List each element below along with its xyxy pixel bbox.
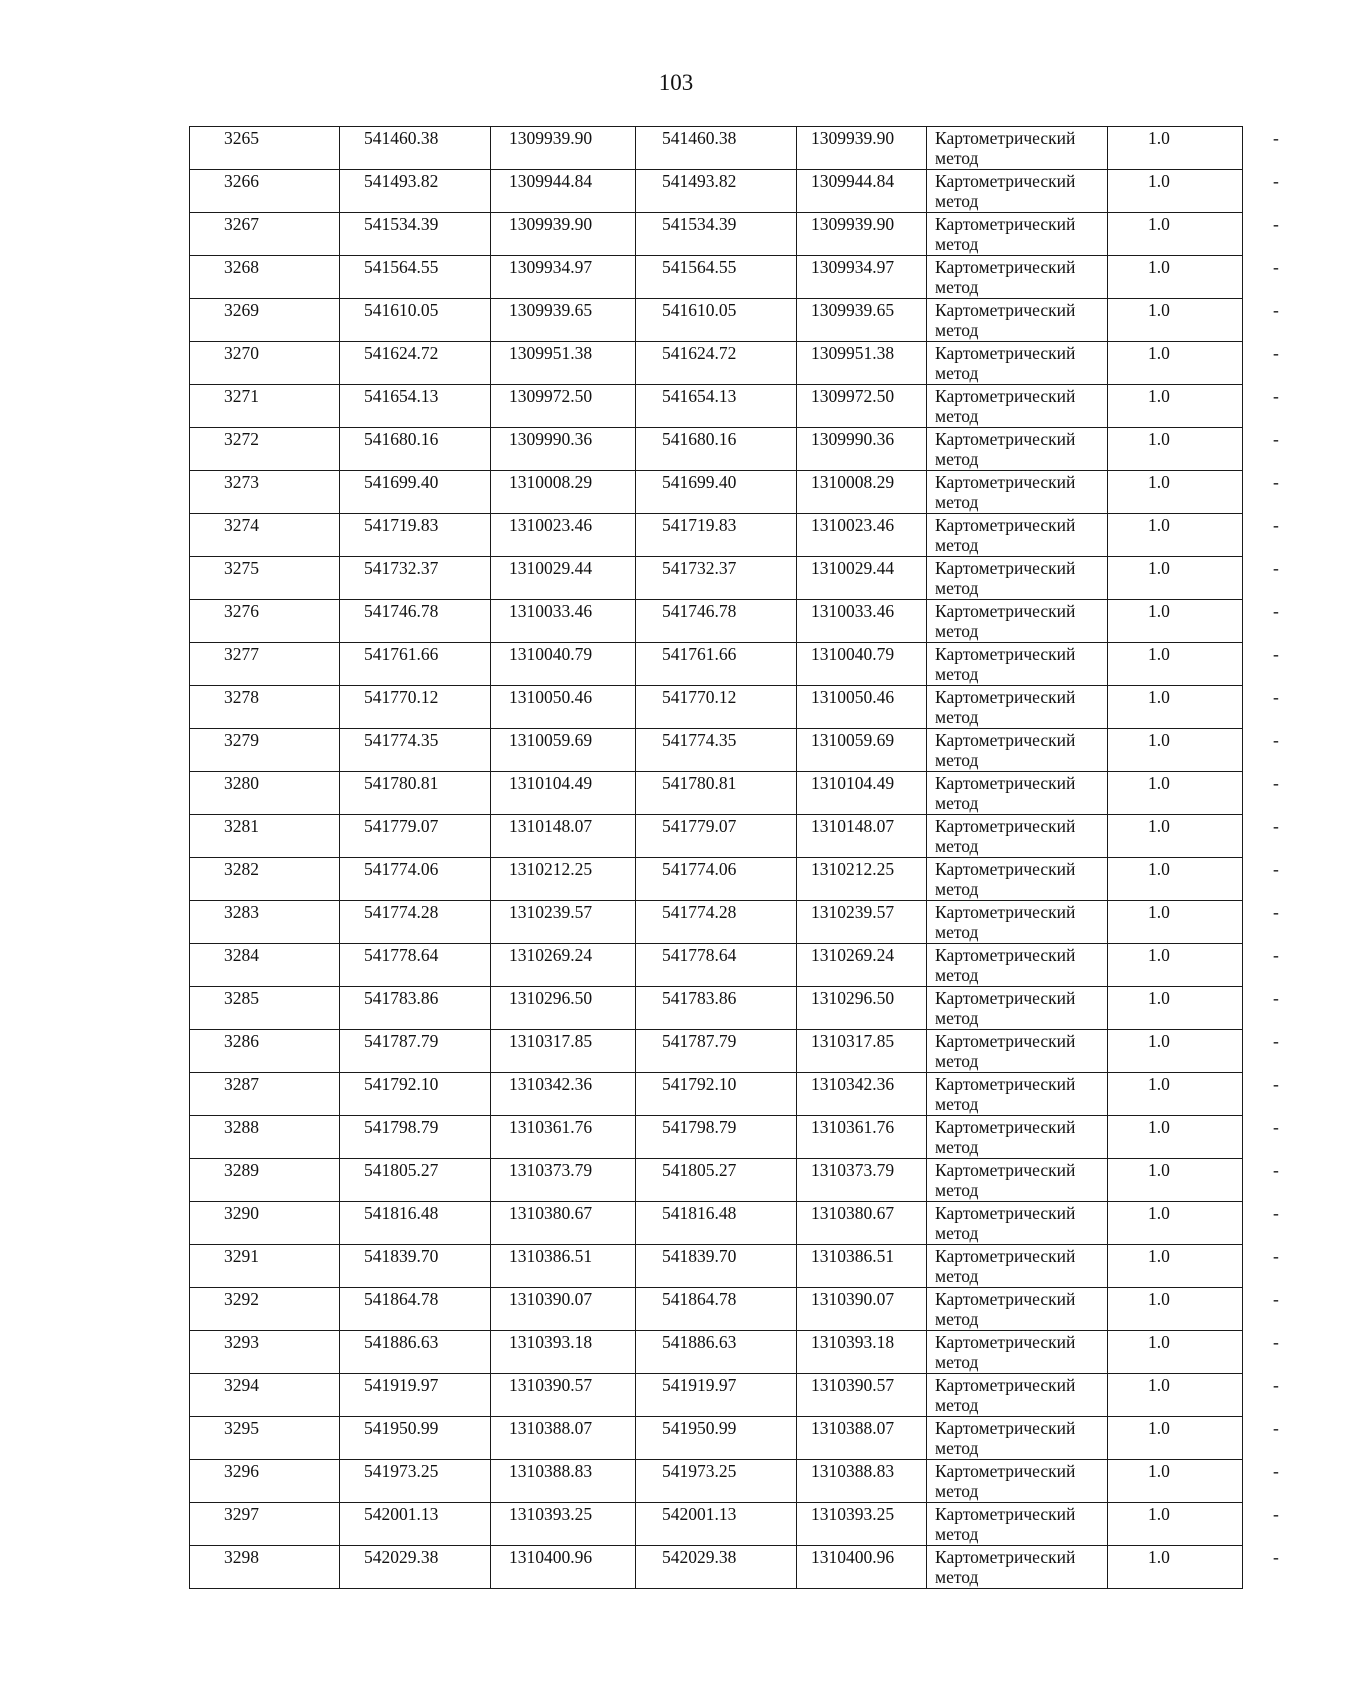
point-number-cell: 3283 [190,901,340,944]
accuracy-cell: 1.0 [1108,428,1243,471]
x-coordinate-new-cell: 541774.35 [636,729,797,772]
y-coordinate-new-cell: 1310212.25 [797,858,927,901]
method-cell: Картометрический метод [927,428,1108,471]
table-row: 3297 542001.13 1310393.25 542001.13 1310393.25 Картометрический метод 1.0 - [190,1503,1243,1546]
method-cell: Картометрический метод [927,557,1108,600]
x-coordinate-cell: 541787.79 [340,1030,491,1073]
y-coordinate-cell: 1309972.50 [491,385,636,428]
point-number-cell: 3284 [190,944,340,987]
page-number: 103 [658,70,694,95]
method-cell: Картометрический метод [927,256,1108,299]
method-cell: Картометрический метод [927,901,1108,944]
accuracy-cell: 1.0 [1108,342,1243,385]
method-cell: Картометрический метод [927,170,1108,213]
x-coordinate-cell: 541839.70 [340,1245,491,1288]
method-cell: Картометрический метод [927,1503,1108,1546]
x-coordinate-cell: 541864.78 [340,1288,491,1331]
y-coordinate-cell: 1310373.79 [491,1159,636,1202]
accuracy-cell: 1.0 [1108,213,1243,256]
accuracy-cell: 1.0 [1108,1202,1243,1245]
point-number-cell: 3296 [190,1460,340,1503]
accuracy-cell: 1.0 [1108,600,1243,643]
method-cell: Картометрический метод [927,643,1108,686]
method-cell: Картометрический метод [927,514,1108,557]
accuracy-cell: 1.0 [1108,686,1243,729]
accuracy-cell: 1.0 [1108,299,1243,342]
accuracy-cell: 1.0 [1108,1460,1243,1503]
table-row: 3282 541774.06 1310212.25 541774.06 1310212.25 Картометрический метод 1.0 - [190,858,1243,901]
y-coordinate-cell: 1309951.38 [491,342,636,385]
method-cell: Картометрический метод [927,1288,1108,1331]
method-cell: Картометрический метод [927,1374,1108,1417]
y-coordinate-new-cell: 1310361.76 [797,1116,927,1159]
x-coordinate-cell: 541783.86 [340,987,491,1030]
table-row: 3281 541779.07 1310148.07 541779.07 1310148.07 Картометрический метод 1.0 - [190,815,1243,858]
point-number-cell: 3272 [190,428,340,471]
y-coordinate-cell: 1310023.46 [491,514,636,557]
y-coordinate-new-cell: 1309939.90 [797,213,927,256]
table-row: 3292 541864.78 1310390.07 541864.78 1310390.07 Картометрический метод 1.0 - [190,1288,1243,1331]
y-coordinate-new-cell: 1310380.67 [797,1202,927,1245]
point-number-cell: 3285 [190,987,340,1030]
point-number-cell: 3295 [190,1417,340,1460]
accuracy-cell: 1.0 [1108,643,1243,686]
accuracy-cell: 1.0 [1108,815,1243,858]
x-coordinate-cell: 541780.81 [340,772,491,815]
point-number-cell: 3267 [190,213,340,256]
y-coordinate-cell: 1309990.36 [491,428,636,471]
x-coordinate-cell: 541493.82 [340,170,491,213]
point-number-cell: 3271 [190,385,340,428]
x-coordinate-cell: 541564.55 [340,256,491,299]
x-coordinate-new-cell: 541719.83 [636,514,797,557]
y-coordinate-cell: 1310148.07 [491,815,636,858]
point-number-cell: 3281 [190,815,340,858]
method-cell: Картометрический метод [927,213,1108,256]
y-coordinate-new-cell: 1310008.29 [797,471,927,514]
y-coordinate-new-cell: 1309951.38 [797,342,927,385]
accuracy-cell: 1.0 [1108,901,1243,944]
x-coordinate-new-cell: 541774.28 [636,901,797,944]
table-row: 3277 541761.66 1310040.79 541761.66 1310040.79 Картометрический метод 1.0 - [190,643,1243,686]
accuracy-cell: 1.0 [1108,1159,1243,1202]
x-coordinate-cell: 541816.48 [340,1202,491,1245]
table-row: 3295 541950.99 1310388.07 541950.99 1310388.07 Картометрический метод 1.0 - [190,1417,1243,1460]
point-number-cell: 3276 [190,600,340,643]
table-row: 3291 541839.70 1310386.51 541839.70 1310386.51 Картометрический метод 1.0 - [190,1245,1243,1288]
method-cell: Картометрический метод [927,1245,1108,1288]
point-number-cell: 3268 [190,256,340,299]
table-row: 3265 541460.38 1309939.90 541460.38 1309939.90 Картометрический метод 1.0 - [190,127,1243,170]
table-row: 3269 541610.05 1309939.65 541610.05 1309939.65 Картометрический метод 1.0 - [190,299,1243,342]
table-row: 3275 541732.37 1310029.44 541732.37 1310029.44 Картометрический метод 1.0 - [190,557,1243,600]
y-coordinate-new-cell: 1310050.46 [797,686,927,729]
x-coordinate-new-cell: 541699.40 [636,471,797,514]
table-row: 3293 541886.63 1310393.18 541886.63 1310393.18 Картометрический метод 1.0 - [190,1331,1243,1374]
x-coordinate-new-cell: 541732.37 [636,557,797,600]
accuracy-cell: 1.0 [1108,1503,1243,1546]
table-row: 3266 541493.82 1309944.84 541493.82 1309944.84 Картометрический метод 1.0 - [190,170,1243,213]
method-cell: Картометрический метод [927,1546,1108,1589]
method-cell: Картометрический метод [927,1460,1108,1503]
table-row: 3279 541774.35 1310059.69 541774.35 1310059.69 Картометрический метод 1.0 - [190,729,1243,772]
y-coordinate-cell: 1310212.25 [491,858,636,901]
table-row: 3283 541774.28 1310239.57 541774.28 1310239.57 Картометрический метод 1.0 - [190,901,1243,944]
x-coordinate-cell: 541792.10 [340,1073,491,1116]
y-coordinate-new-cell: 1310059.69 [797,729,927,772]
x-coordinate-cell: 541919.97 [340,1374,491,1417]
y-coordinate-new-cell: 1310373.79 [797,1159,927,1202]
table-row: 3286 541787.79 1310317.85 541787.79 1310317.85 Картометрический метод 1.0 - [190,1030,1243,1073]
x-coordinate-cell: 541746.78 [340,600,491,643]
table-row: 3294 541919.97 1310390.57 541919.97 1310390.57 Картометрический метод 1.0 - [190,1374,1243,1417]
table-row: 3267 541534.39 1309939.90 541534.39 1309939.90 Картометрический метод 1.0 - [190,213,1243,256]
x-coordinate-cell: 541774.28 [340,901,491,944]
x-coordinate-cell: 542001.13 [340,1503,491,1546]
table-row: 3271 541654.13 1309972.50 541654.13 1309972.50 Картометрический метод 1.0 - [190,385,1243,428]
y-coordinate-cell: 1310393.25 [491,1503,636,1546]
table-row: 3289 541805.27 1310373.79 541805.27 1310373.79 Картометрический метод 1.0 - [190,1159,1243,1202]
y-coordinate-new-cell: 1310040.79 [797,643,927,686]
x-coordinate-cell: 541534.39 [340,213,491,256]
table-row: 3284 541778.64 1310269.24 541778.64 1310269.24 Картометрический метод 1.0 - [190,944,1243,987]
x-coordinate-new-cell: 541680.16 [636,428,797,471]
x-coordinate-new-cell: 541816.48 [636,1202,797,1245]
x-coordinate-new-cell: 541783.86 [636,987,797,1030]
y-coordinate-new-cell: 1310023.46 [797,514,927,557]
table-body [190,127,1279,1589]
x-coordinate-cell: 541610.05 [340,299,491,342]
x-coordinate-new-cell: 542029.38 [636,1546,797,1589]
table-row: 3290 541816.48 1310380.67 541816.48 1310380.67 Картометрический метод 1.0 - [190,1202,1243,1245]
table-row: 3288 541798.79 1310361.76 541798.79 1310361.76 Картометрический метод 1.0 - [190,1116,1243,1159]
point-number-cell: 3273 [190,471,340,514]
y-coordinate-new-cell: 1310148.07 [797,815,927,858]
x-coordinate-new-cell: 541746.78 [636,600,797,643]
coordinates-table [189,126,1279,1589]
y-coordinate-new-cell: 1310390.57 [797,1374,927,1417]
table-row: 3287 541792.10 1310342.36 541792.10 1310342.36 Картометрический метод 1.0 - [190,1073,1243,1116]
point-number-cell: 3289 [190,1159,340,1202]
y-coordinate-cell: 1309939.90 [491,213,636,256]
y-coordinate-cell: 1310393.18 [491,1331,636,1374]
y-coordinate-cell: 1310388.07 [491,1417,636,1460]
method-cell: Картометрический метод [927,1116,1108,1159]
x-coordinate-cell: 541719.83 [340,514,491,557]
x-coordinate-cell: 541779.07 [340,815,491,858]
table-row: 3285 541783.86 1310296.50 541783.86 1310296.50 Картометрический метод 1.0 - [190,987,1243,1030]
x-coordinate-cell: 541732.37 [340,557,491,600]
table-row: 3272 541680.16 1309990.36 541680.16 1309990.36 Картометрический метод 1.0 - [190,428,1243,471]
point-number-cell: 3266 [190,170,340,213]
x-coordinate-new-cell: 541778.64 [636,944,797,987]
x-coordinate-new-cell: 541564.55 [636,256,797,299]
accuracy-cell: 1.0 [1108,256,1243,299]
y-coordinate-cell: 1310386.51 [491,1245,636,1288]
y-coordinate-new-cell: 1310393.25 [797,1503,927,1546]
x-coordinate-cell: 541774.35 [340,729,491,772]
accuracy-cell: 1.0 [1108,1030,1243,1073]
x-coordinate-new-cell: 541839.70 [636,1245,797,1288]
y-coordinate-cell: 1310104.49 [491,772,636,815]
y-coordinate-cell: 1310050.46 [491,686,636,729]
y-coordinate-cell: 1310380.67 [491,1202,636,1245]
y-coordinate-new-cell: 1310393.18 [797,1331,927,1374]
y-coordinate-cell: 1310400.96 [491,1546,636,1589]
x-coordinate-new-cell: 541610.05 [636,299,797,342]
method-cell: Картометрический метод [927,1202,1108,1245]
x-coordinate-cell: 541973.25 [340,1460,491,1503]
accuracy-cell: 1.0 [1108,1331,1243,1374]
table-row: 3296 541973.25 1310388.83 541973.25 1310388.83 Картометрический метод 1.0 - [190,1460,1243,1503]
y-coordinate-cell: 1310390.07 [491,1288,636,1331]
accuracy-cell: 1.0 [1108,987,1243,1030]
y-coordinate-new-cell: 1310388.07 [797,1417,927,1460]
accuracy-cell: 1.0 [1108,729,1243,772]
x-coordinate-new-cell: 541624.72 [636,342,797,385]
x-coordinate-new-cell: 541460.38 [636,127,797,170]
y-coordinate-cell: 1310342.36 [491,1073,636,1116]
point-number-cell: 3287 [190,1073,340,1116]
point-number-cell: 3270 [190,342,340,385]
accuracy-cell: 1.0 [1108,772,1243,815]
x-coordinate-cell: 541654.13 [340,385,491,428]
y-coordinate-cell: 1310361.76 [491,1116,636,1159]
x-coordinate-new-cell: 541787.79 [636,1030,797,1073]
method-cell: Картометрический метод [927,127,1108,170]
y-coordinate-new-cell: 1310342.36 [797,1073,927,1116]
method-cell: Картометрический метод [927,1331,1108,1374]
point-number-cell: 3269 [190,299,340,342]
table-row: 3298 542029.38 1310400.96 542029.38 1310400.96 Картометрический метод 1.0 - [190,1546,1243,1589]
y-coordinate-new-cell: 1310386.51 [797,1245,927,1288]
y-coordinate-cell: 1309939.65 [491,299,636,342]
point-number-cell: 3292 [190,1288,340,1331]
method-cell: Картометрический метод [927,471,1108,514]
y-coordinate-new-cell: 1309972.50 [797,385,927,428]
method-cell: Картометрический метод [927,686,1108,729]
y-coordinate-new-cell: 1310317.85 [797,1030,927,1073]
accuracy-cell: 1.0 [1108,471,1243,514]
point-number-cell: 3275 [190,557,340,600]
y-coordinate-cell: 1310269.24 [491,944,636,987]
x-coordinate-cell: 541699.40 [340,471,491,514]
accuracy-cell: 1.0 [1108,1116,1243,1159]
y-coordinate-new-cell: 1310390.07 [797,1288,927,1331]
x-coordinate-new-cell: 541493.82 [636,170,797,213]
point-number-cell: 3278 [190,686,340,729]
point-number-cell: 3291 [190,1245,340,1288]
y-coordinate-cell: 1310239.57 [491,901,636,944]
point-number-cell: 3265 [190,127,340,170]
y-coordinate-new-cell: 1310388.83 [797,1460,927,1503]
point-number-cell: 3293 [190,1331,340,1374]
x-coordinate-cell: 541805.27 [340,1159,491,1202]
x-coordinate-new-cell: 542001.13 [636,1503,797,1546]
x-coordinate-cell: 541950.99 [340,1417,491,1460]
x-coordinate-new-cell: 541770.12 [636,686,797,729]
x-coordinate-new-cell: 541886.63 [636,1331,797,1374]
x-coordinate-cell: 542029.38 [340,1546,491,1589]
x-coordinate-new-cell: 541654.13 [636,385,797,428]
y-coordinate-new-cell: 1309944.84 [797,170,927,213]
table-row: 3280 541780.81 1310104.49 541780.81 1310104.49 Картометрический метод 1.0 - [190,772,1243,815]
y-coordinate-new-cell: 1310239.57 [797,901,927,944]
x-coordinate-new-cell: 541792.10 [636,1073,797,1116]
table-row: 3274 541719.83 1310023.46 541719.83 1310023.46 Картометрический метод 1.0 - [190,514,1243,557]
x-coordinate-new-cell: 541761.66 [636,643,797,686]
y-coordinate-new-cell: 1310029.44 [797,557,927,600]
x-coordinate-new-cell: 541798.79 [636,1116,797,1159]
method-cell: Картометрический метод [927,1159,1108,1202]
x-coordinate-new-cell: 541779.07 [636,815,797,858]
method-cell: Картометрический метод [927,987,1108,1030]
y-coordinate-cell: 1310008.29 [491,471,636,514]
y-coordinate-new-cell: 1310400.96 [797,1546,927,1589]
accuracy-cell: 1.0 [1108,1417,1243,1460]
accuracy-cell: 1.0 [1108,1245,1243,1288]
method-cell: Картометрический метод [927,1417,1108,1460]
table-row: 3268 541564.55 1309934.97 541564.55 1309934.97 Картометрический метод 1.0 - [190,256,1243,299]
method-cell: Картометрический метод [927,600,1108,643]
y-coordinate-cell: 1309944.84 [491,170,636,213]
y-coordinate-new-cell: 1310269.24 [797,944,927,987]
x-coordinate-cell: 541774.06 [340,858,491,901]
y-coordinate-new-cell: 1309939.65 [797,299,927,342]
x-coordinate-cell: 541680.16 [340,428,491,471]
point-number-cell: 3290 [190,1202,340,1245]
y-coordinate-new-cell: 1310033.46 [797,600,927,643]
point-number-cell: 3279 [190,729,340,772]
method-cell: Картометрический метод [927,385,1108,428]
accuracy-cell: 1.0 [1108,1073,1243,1116]
table-row: 3270 541624.72 1309951.38 541624.72 1309951.38 Картометрический метод 1.0 - [190,342,1243,385]
point-number-cell: 3280 [190,772,340,815]
y-coordinate-cell: 1310317.85 [491,1030,636,1073]
method-cell: Картометрический метод [927,299,1108,342]
accuracy-cell: 1.0 [1108,170,1243,213]
y-coordinate-cell: 1310033.46 [491,600,636,643]
accuracy-cell: 1.0 [1108,944,1243,987]
table-row: 3273 541699.40 1310008.29 541699.40 1310008.29 Картометрический метод 1.0 - [190,471,1243,514]
y-coordinate-new-cell: 1310296.50 [797,987,927,1030]
method-cell: Картометрический метод [927,858,1108,901]
method-cell: Картометрический метод [927,342,1108,385]
method-cell: Картометрический метод [927,944,1108,987]
point-number-cell: 3286 [190,1030,340,1073]
y-coordinate-cell: 1309934.97 [491,256,636,299]
y-coordinate-cell: 1310390.57 [491,1374,636,1417]
x-coordinate-cell: 541761.66 [340,643,491,686]
point-number-cell: 3294 [190,1374,340,1417]
table-row: 3276 541746.78 1310033.46 541746.78 1310033.46 Картометрический метод 1.0 - [190,600,1243,643]
method-cell: Картометрический метод [927,772,1108,815]
method-cell: Картометрический метод [927,1030,1108,1073]
accuracy-cell: 1.0 [1108,1546,1243,1589]
x-coordinate-new-cell: 541973.25 [636,1460,797,1503]
method-cell: Картометрический метод [927,729,1108,772]
point-number-cell: 3282 [190,858,340,901]
point-number-cell: 3298 [190,1546,340,1589]
x-coordinate-cell: 541460.38 [340,127,491,170]
accuracy-cell: 1.0 [1108,514,1243,557]
accuracy-cell: 1.0 [1108,1374,1243,1417]
x-coordinate-new-cell: 541805.27 [636,1159,797,1202]
accuracy-cell: 1.0 [1108,127,1243,170]
point-number-cell: 3297 [190,1503,340,1546]
y-coordinate-new-cell: 1309939.90 [797,127,927,170]
x-coordinate-cell: 541770.12 [340,686,491,729]
x-coordinate-cell: 541886.63 [340,1331,491,1374]
x-coordinate-new-cell: 541774.06 [636,858,797,901]
accuracy-cell: 1.0 [1108,557,1243,600]
method-cell: Картометрический метод [927,1073,1108,1116]
y-coordinate-new-cell: 1309934.97 [797,256,927,299]
x-coordinate-new-cell: 541919.97 [636,1374,797,1417]
accuracy-cell: 1.0 [1108,1288,1243,1331]
point-number-cell: 3274 [190,514,340,557]
x-coordinate-new-cell: 541534.39 [636,213,797,256]
x-coordinate-cell: 541624.72 [340,342,491,385]
x-coordinate-new-cell: 541780.81 [636,772,797,815]
y-coordinate-cell: 1310388.83 [491,1460,636,1503]
x-coordinate-new-cell: 541864.78 [636,1288,797,1331]
x-coordinate-new-cell: 541950.99 [636,1417,797,1460]
y-coordinate-cell: 1310296.50 [491,987,636,1030]
y-coordinate-new-cell: 1309990.36 [797,428,927,471]
y-coordinate-cell: 1309939.90 [491,127,636,170]
y-coordinate-cell: 1310029.44 [491,557,636,600]
method-cell: Картометрический метод [927,815,1108,858]
accuracy-cell: 1.0 [1108,385,1243,428]
point-number-cell: 3288 [190,1116,340,1159]
accuracy-cell: 1.0 [1108,858,1243,901]
y-coordinate-new-cell: 1310104.49 [797,772,927,815]
table-row: 3278 541770.12 1310050.46 541770.12 1310050.46 Картометрический метод 1.0 - [190,686,1243,729]
point-number-cell: 3277 [190,643,340,686]
y-coordinate-cell: 1310059.69 [491,729,636,772]
y-coordinate-cell: 1310040.79 [491,643,636,686]
x-coordinate-cell: 541798.79 [340,1116,491,1159]
x-coordinate-cell: 541778.64 [340,944,491,987]
